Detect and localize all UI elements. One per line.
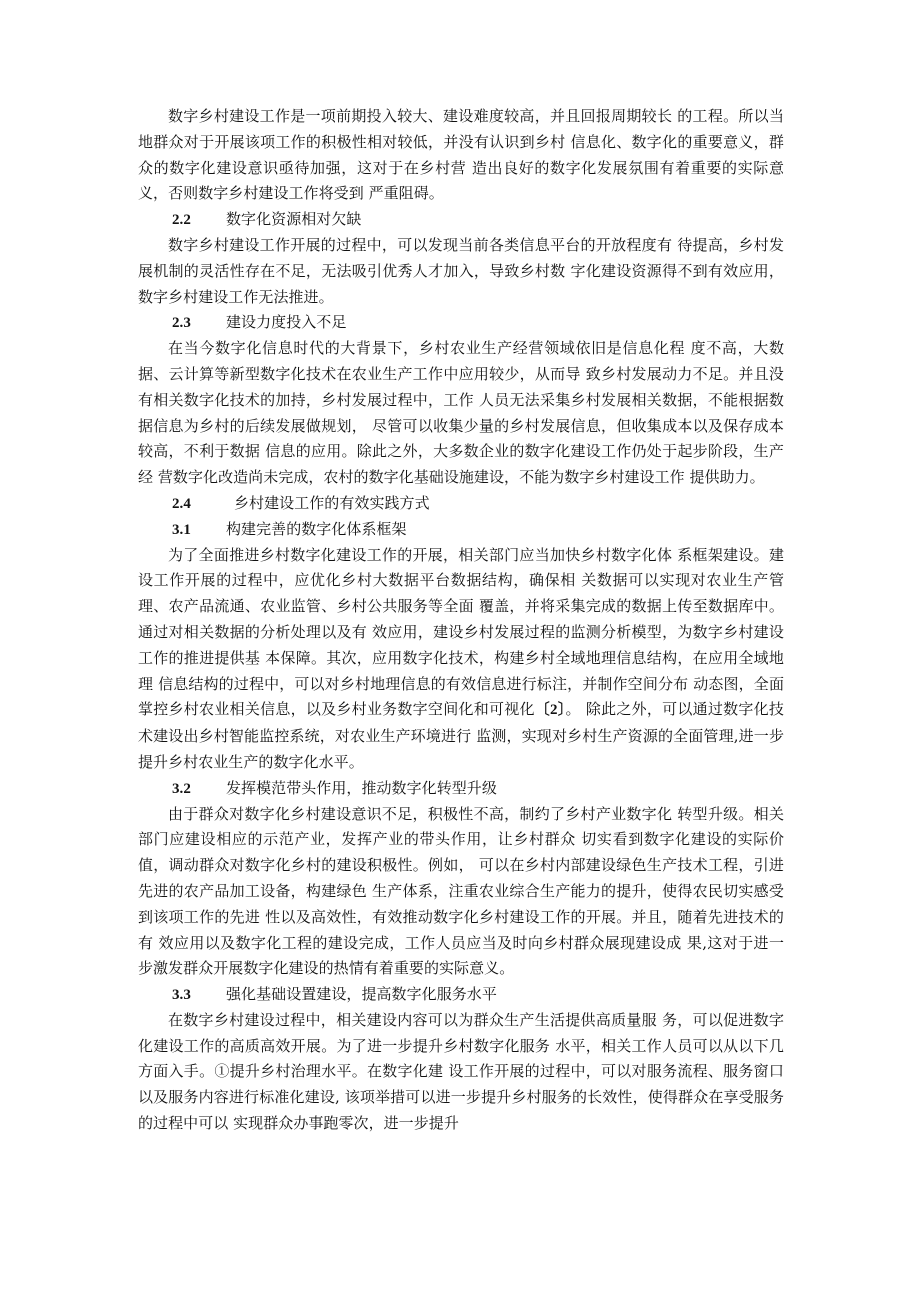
section-title: 发挥模范带头作用，推动数字化转型升级 <box>226 778 497 797</box>
section-heading-2-2 <box>138 207 784 233</box>
section-number: 2.2 <box>172 212 191 229</box>
section-title: 强化基础设置建设，提高数字化服务水平 <box>226 985 497 1004</box>
paragraph-2-3: 在当今数字化信息时代的大背景下，乡村农业生产经营领域依旧是信息化程 度不高，大数据、云计算等新型数字化技术在农业生产工作中应用较少，从而导 致乡村发展动力不足。并且没有相关数字化技术的加持，乡村发展过程中，工作 人员无法采集乡村发展相关数据，不能根据数据信息为乡村的后续发展做规划， 尽管可以收集少量的乡村发展信息，但收集成本以及保存成本较高，不利于数据 信息的应用。除此之外，大多数企业的数字化建设工作仍处于起步阶段，生产经 营数字化改造尚未完成，农村的数字化基础设施建设，不能为数字乡村建设工作 提供助力。 <box>138 339 784 487</box>
section-number: 2.4 <box>172 495 191 512</box>
section-number: 3.3 <box>172 987 191 1004</box>
section-number: 3.2 <box>172 780 191 797</box>
section-heading-3-1 <box>138 517 784 543</box>
paragraph-3-1 <box>138 543 784 776</box>
section-heading-2-3 <box>138 310 784 336</box>
section-title: 建设力度投入不足 <box>226 313 347 332</box>
paragraph-intro: 数字乡村建设工作是一项前期投入较大、建设难度较高，并且回报周期较长 的工程。所以当地群众对于开展该项工作的积极性相对较低，并没有认识到乡村 信息化、数字化的重要意义，群众的数字化建设意识亟待加强，这对于在乡村营 造出良好的数字化发展氛围有着重要的实际意义，否则数字乡村建设工作将受到 严重阻碍。 <box>138 107 784 203</box>
document-body <box>138 104 784 1137</box>
section-heading-3-2 <box>138 776 784 802</box>
paragraph-3-2: 由于群众对数字化乡村建设意识不足，积极性不高，制约了乡村产业数字化 转型升级。相关部门应建设相应的示范产业，发挥产业的带头作用，让乡村群众 切实看到数字化建设的实际价值，调动群众对数字化乡村的建设积极性。例如， 可以在乡村内部建设绿色生产技术工程，引进先进的农产品加工设备，构建绿色 生产体系，注重农业综合生产能力的提升，使得农民切实感受到该项工作的先进 性以及高效性，有效推动数字化乡村建设工作的开展。并且，随着先进技术的有 效应用以及数字化工程的建设完成，工作人员应当及时向乡村群众展现建设成 果,这对于进一步激发群众开展数字化建设的热情有着重要的实际意义。 <box>138 804 784 978</box>
section-number: 3.1 <box>172 521 191 538</box>
section-title: 乡村建设工作的有效实践方式 <box>234 493 430 512</box>
section-title: 数字化资源相对欠缺 <box>226 210 362 229</box>
paragraph-3-1-text: 为了全面推进乡村数字化建设工作的开展，相关部门应当加快乡村数字化体 系框架建设。建设工作开展的过程中，应优化乡村大数据平台数据结构，确保相 关数据可以实现对农业生产管理、农产品流通、农业监管、乡村公共服务等全面 覆盖，并将采集完成的数据上传至数据库中。通过对相关数据的分析处理以及有 效应用，建设乡村发展过程的监测分析模型，为数字乡村建设工作的推进提供基 本保障。其次，应用数字化技术，构建乡村全域地理信息结构，在应用全域地理 信息结构的过程中，可以对乡村地理信息的有效信息进行标注，并制作空间分布 动态图，全面掌控乡村农业相关信息，以及乡村业务数字空间化和可视化 <box>138 545 784 719</box>
section-title: 构建完善的数字化体系框架 <box>226 519 407 538</box>
paragraph-3-3: 在数字乡村建设过程中，相关建设内容可以为群众生产生活提供高质量服 务，可以促进数字化建设工作的高质高效开展。为了进一步提升乡村数字化服务 水平，相关工作人员可以从以下几方面入手。①提升乡村治理水平。在数字化建 设工作开展的过程中，可以对服务流程、服务窗口以及服务内容进行标准化建设, 该项举措可以进一步提升乡村服务的长效性，使得群众在享受服务的过程中可以 实现群众办事跑零次，进一步提升 <box>138 1010 784 1133</box>
paragraph-3-1-tail: 。 除此之外，可以通过数字化技术建设出乡村智能监控系统，对农业生产环境进行 监测，实现对乡村生产资源的全面管理,进一步提升乡村农业生产的数字化水平。 <box>138 700 784 771</box>
section-heading-3-3 <box>138 982 784 1008</box>
paragraph-2-2: 数字乡村建设工作开展的过程中，可以发现当前各类信息平台的开放程度有 待提高，乡村发展机制的灵活性存在不足，无法吸引优秀人才加入，导致乡村数 字化建设资源得不到有效应用，数字乡村建设工作无法推进。 <box>138 235 784 306</box>
section-heading-2-4 <box>138 491 784 517</box>
citation-reference: 〔2〕 <box>534 702 566 719</box>
section-number: 2.3 <box>172 315 191 332</box>
